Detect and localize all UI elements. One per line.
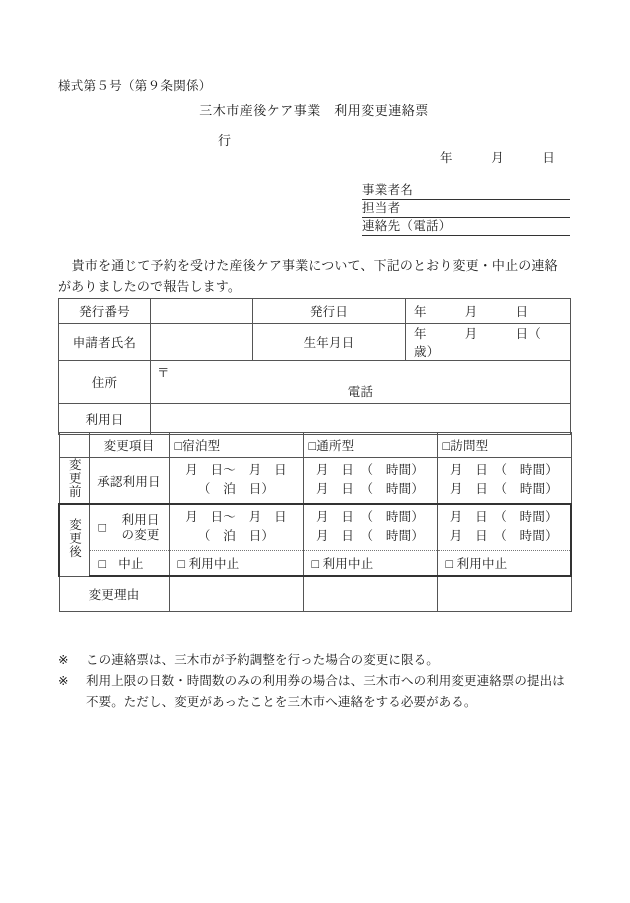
checkbox-icon: □ (308, 439, 317, 453)
after-day-slot[interactable] (303, 504, 437, 551)
change-table-corner (59, 433, 89, 458)
note-mark-icon: ※ (58, 653, 69, 667)
address-label: 住所 (59, 361, 151, 404)
before-visit-slot[interactable] (437, 458, 571, 505)
before-section-label: 変更前 (67, 458, 82, 499)
after-stay-slot[interactable] (169, 504, 303, 551)
checkbox-icon: □ (98, 520, 107, 534)
day-stop-option[interactable] (303, 551, 437, 577)
table-row (59, 504, 571, 551)
note-item (58, 671, 572, 713)
day-stop-label: 利用中止 (322, 557, 374, 571)
form-number: 様式第５号（第９条関係） (58, 79, 212, 93)
before-visit-line2: 月 日 （ 時間） (449, 482, 559, 496)
before-day-line2: 月 日 （ 時間） (315, 482, 425, 496)
before-day-slot[interactable] (303, 458, 437, 505)
use-date-change-option[interactable] (89, 504, 169, 551)
note-mark-icon: ※ (58, 674, 69, 688)
note-item (58, 650, 572, 671)
applicant-name-label: 申請者氏名 (59, 324, 151, 361)
before-day-line1: 月 日 （ 時間） (315, 463, 425, 477)
birth-date-label: 生年月日 (253, 324, 406, 361)
use-date-label: 利用日 (59, 404, 151, 435)
before-stay-slot[interactable] (169, 458, 303, 505)
sender-info-block (362, 182, 570, 236)
use-date-change-label-line1: 利用日 (121, 512, 160, 527)
applicant-info-table (58, 298, 580, 435)
after-stay-line2: （ 泊 日） (197, 529, 275, 543)
table-row (59, 576, 571, 612)
change-reason-stay-value[interactable] (169, 576, 303, 612)
postal-mark-icon: 〒 (157, 366, 170, 380)
after-section-label: 変更後 (67, 518, 82, 559)
after-visit-slot[interactable] (437, 504, 571, 551)
stop-label: 中止 (118, 557, 144, 571)
submission-date-line: 年 月 日 (440, 151, 556, 165)
type-visit-header[interactable] (437, 433, 571, 458)
change-reason-label: 変更理由 (59, 576, 169, 612)
applicant-name-value[interactable] (151, 324, 253, 361)
document-title: 三木市産後ケア事業 利用変更連絡票 (199, 103, 429, 118)
issue-date-label: 発行日 (253, 299, 406, 324)
address-phone-label: 電話 (347, 385, 374, 399)
type-day-label: 通所型 (316, 439, 355, 453)
checkbox-icon: □ (98, 557, 107, 571)
table-row (59, 404, 571, 435)
after-visit-line2: 月 日 （ 時間） (449, 529, 558, 543)
intro-paragraph: 貴市を通じて予約を受けた産後ケア事業について、下記のとおり変更・中止の連絡がありましたので報告します。 (58, 258, 558, 294)
type-stay-label: 宿泊型 (182, 439, 221, 453)
before-stay-line1: 月 日〜 月 日 (185, 463, 287, 477)
checkbox-icon: □ (442, 439, 451, 453)
sender-contact-person-label: 担当者 (362, 201, 401, 215)
checkbox-icon: □ (177, 557, 186, 571)
issue-date-value[interactable]: 年 月 日 (406, 299, 571, 324)
checkbox-icon: □ (174, 439, 183, 453)
note-text: 利用上限の日数・時間数のみの利用券の場合は、三木市への利用変更連絡票の提出は不要。ただし、変更があったことを三木市へ連絡をする必要がある。 (86, 674, 565, 709)
after-visit-line1: 月 日 （ 時間） (449, 510, 558, 524)
type-day-header[interactable] (303, 433, 437, 458)
table-row (59, 299, 571, 324)
sender-business-name-label: 事業者名 (362, 183, 414, 197)
type-stay-header[interactable] (169, 433, 303, 458)
table-row (59, 361, 571, 404)
after-stay-line1: 月 日〜 月 日 (185, 510, 287, 524)
after-day-line2: 月 日 （ 時間） (315, 529, 425, 543)
sender-phone-field[interactable] (362, 218, 570, 236)
after-section-label-cell (59, 504, 89, 576)
after-day-line1: 月 日 （ 時間） (315, 510, 425, 524)
approved-use-date-label: 承認利用日 (89, 458, 169, 505)
stop-option[interactable] (89, 551, 169, 577)
issue-number-label: 発行番号 (59, 299, 151, 324)
change-reason-day-value[interactable] (303, 576, 437, 612)
before-section-label-cell (59, 458, 89, 505)
address-value-cell[interactable] (151, 361, 571, 404)
birth-date-value[interactable]: 年 月 日（ 歳） (406, 324, 571, 361)
sender-phone-label: 連絡先（電話） (362, 219, 452, 233)
footer-notes (58, 650, 572, 713)
note-text: この連絡票は、三木市が予約調整を行った場合の変更に限る。 (86, 653, 439, 667)
stay-stop-label: 利用中止 (188, 557, 240, 571)
table-row (59, 551, 571, 577)
stay-stop-option[interactable] (169, 551, 303, 577)
use-date-change-label-line2: の変更 (121, 527, 160, 542)
issue-number-value[interactable] (151, 299, 253, 324)
sender-business-name-field[interactable] (362, 182, 570, 200)
sender-contact-person-field[interactable] (362, 200, 570, 218)
use-date-value[interactable] (151, 404, 571, 435)
type-visit-label: 訪問型 (450, 439, 489, 453)
visit-stop-option[interactable] (437, 551, 571, 577)
change-item-header: 変更項目 (89, 433, 169, 458)
change-details-table (58, 432, 572, 612)
table-row (59, 433, 571, 458)
table-row (59, 458, 571, 505)
addressee-label: 行 (218, 133, 232, 148)
before-visit-line1: 月 日 （ 時間） (449, 463, 559, 477)
table-row (59, 324, 571, 361)
change-reason-visit-value[interactable] (437, 576, 571, 612)
checkbox-icon: □ (445, 557, 454, 571)
before-stay-line2: （ 泊 日） (197, 482, 275, 496)
visit-stop-label: 利用中止 (456, 557, 508, 571)
checkbox-icon: □ (311, 557, 320, 571)
